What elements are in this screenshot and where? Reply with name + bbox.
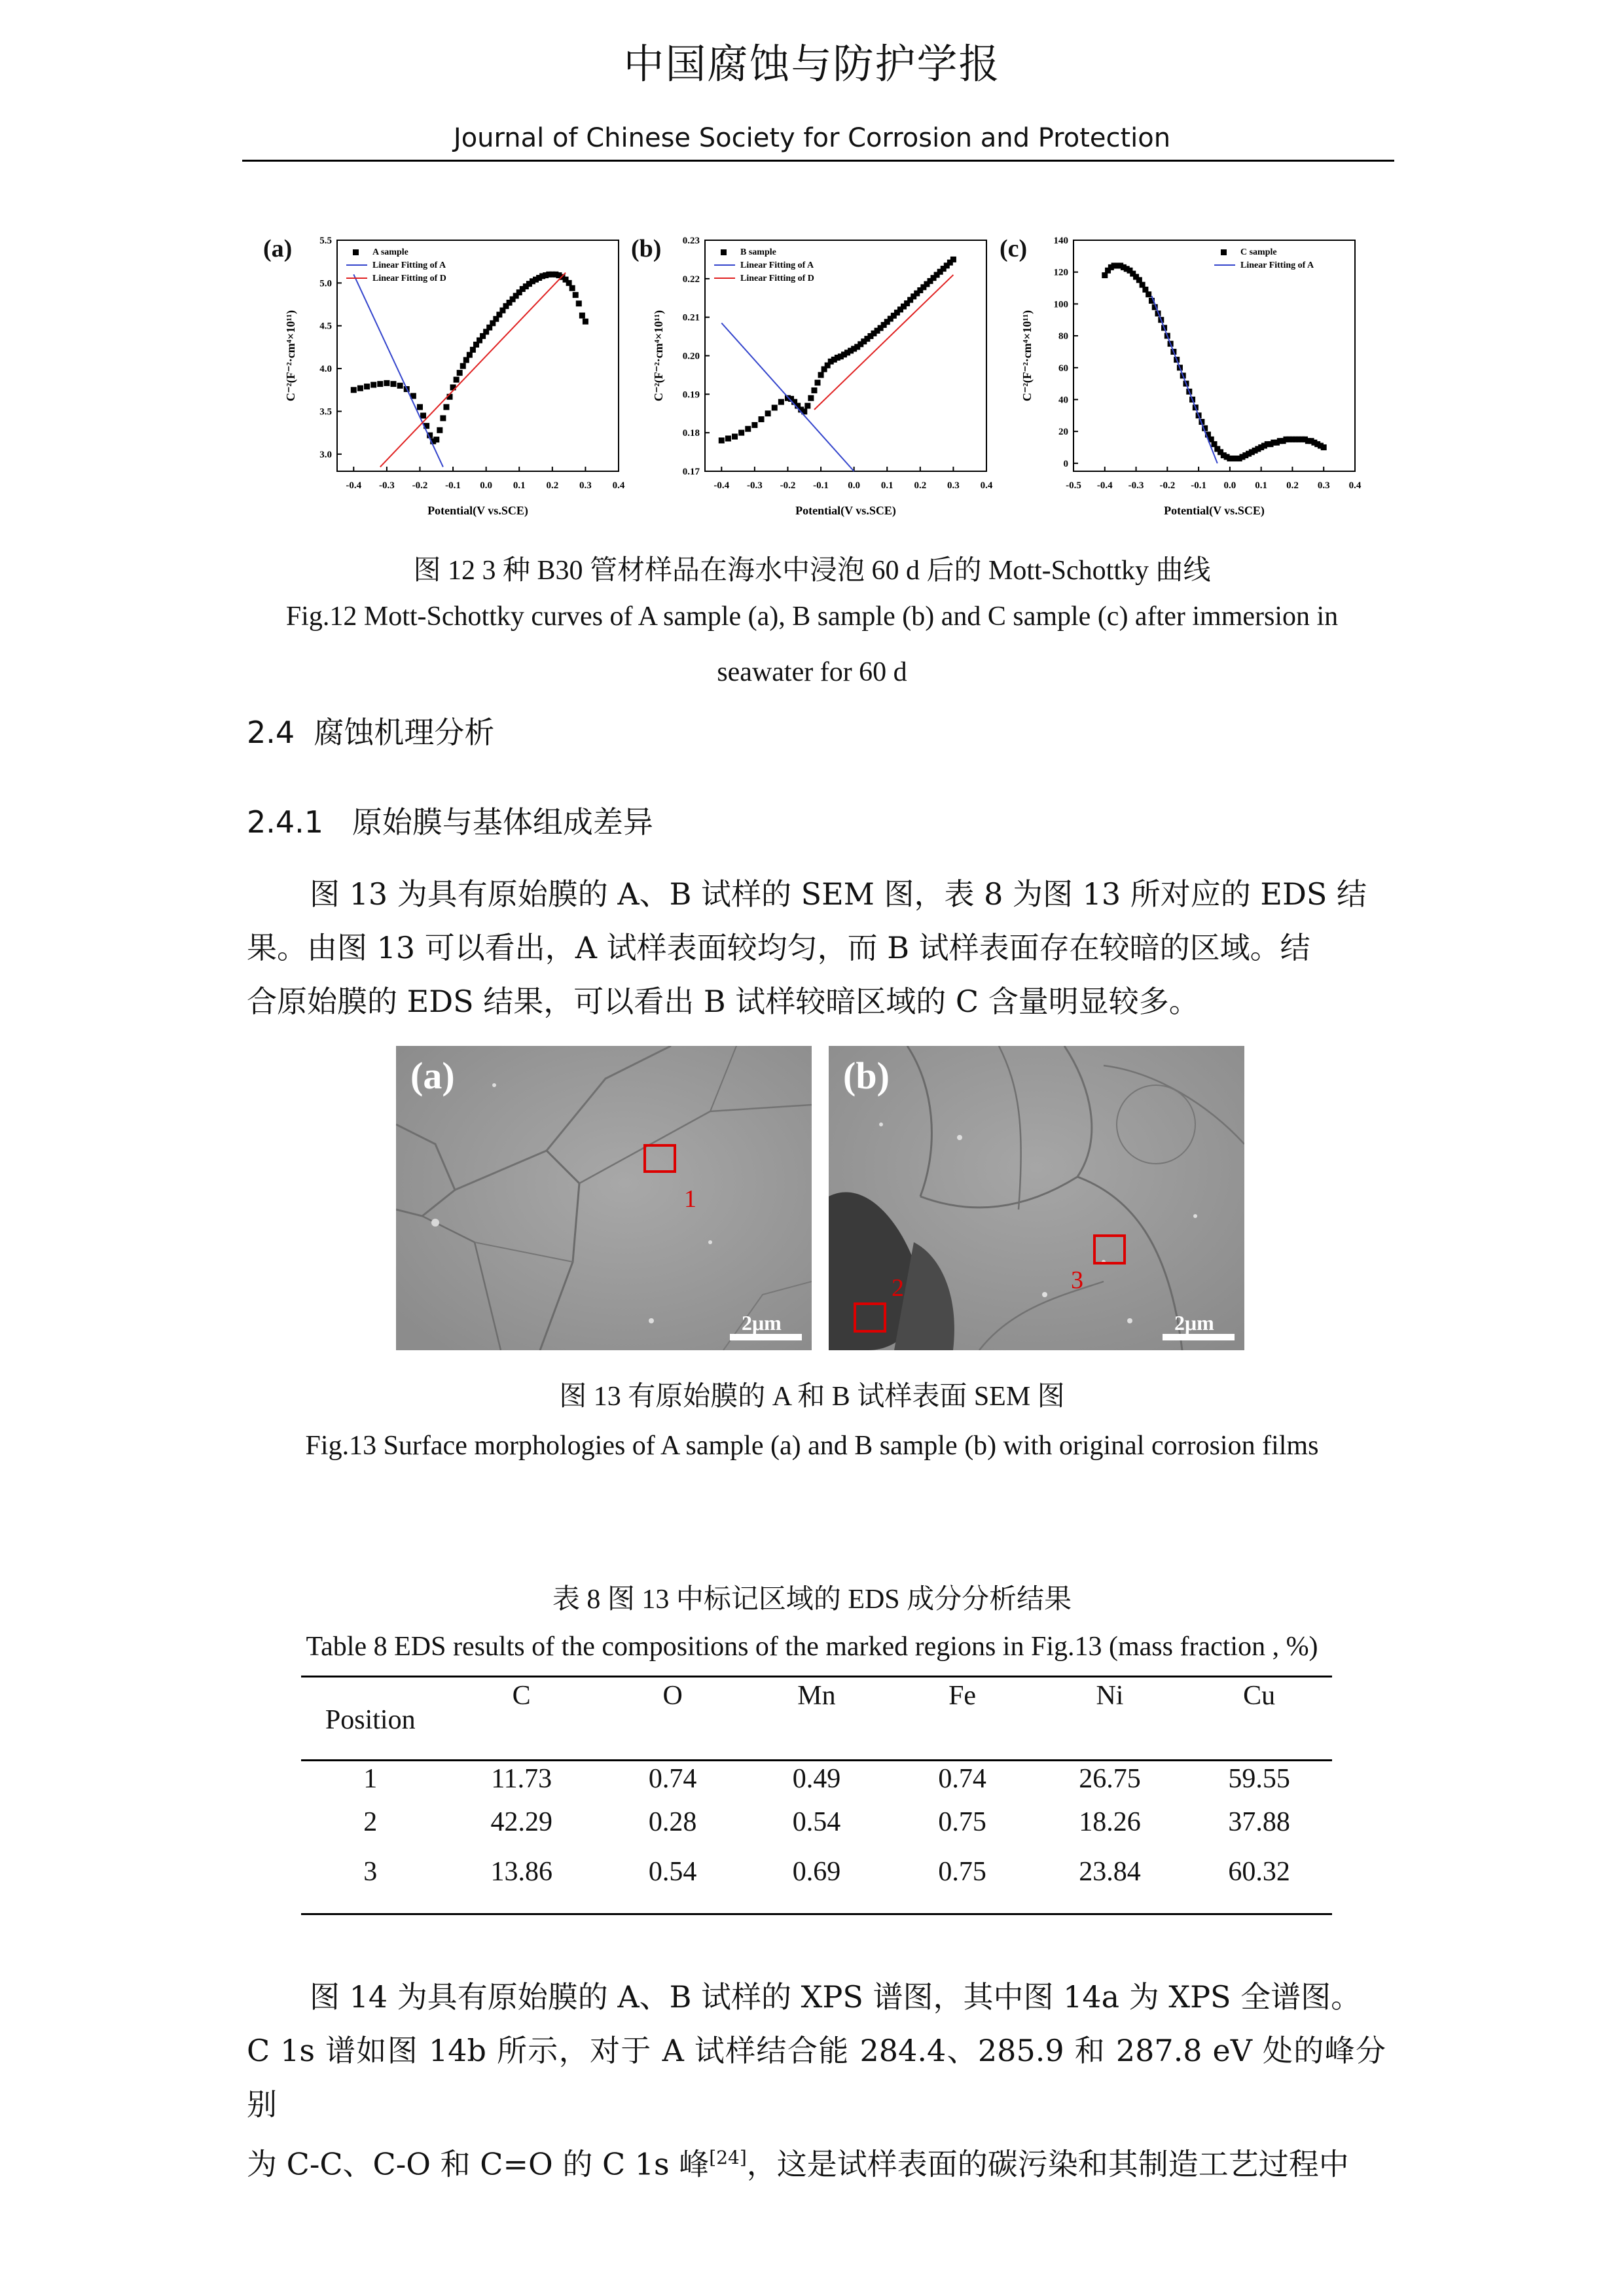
data-point [457,370,463,376]
fig12-panel-c-label: (c) [1000,235,1028,262]
legend-label: Linear Fitting of A [372,260,446,270]
data-point [467,352,473,358]
x-tick-label: 0.3 [1317,480,1330,491]
data-point [454,377,460,383]
y-tick-label: 0.18 [682,428,700,439]
data-point [566,280,572,286]
table-cell: 0.69 [792,1857,841,1887]
x-tick-label: -0.2 [780,480,796,491]
section-2-4-title: 腐蚀机理分析 [314,715,495,750]
data-point [804,403,810,408]
table-cell: 0.54 [648,1857,697,1887]
x-tick-label: -0.1 [1191,480,1206,491]
scale-bar-a-label: 2μm [742,1311,782,1335]
y-tick-label: 3.5 [319,406,332,418]
table-cell: 3 [363,1857,378,1887]
y-tick-label: 5.0 [319,278,332,289]
y-tick-label: 20 [1058,427,1068,438]
data-point [420,413,426,419]
scale-bar-b-label: 2μm [1174,1311,1214,1335]
col-header-ni: Ni [1096,1681,1124,1711]
data-point [1146,291,1151,297]
x-axis-label: Potential(V vs.SCE) [795,504,896,517]
data-point [745,426,751,432]
journal-title-cn: 中国腐蚀与防护学报 [623,40,1001,88]
y-tick-label: 0.23 [682,236,700,246]
data-point [463,357,469,363]
table-cell: 23.84 [1079,1857,1141,1887]
data-point [719,437,725,443]
header-rule [242,160,1394,162]
data-point [950,257,956,262]
table-cell: 37.88 [1228,1807,1290,1837]
x-tick-label: -0.1 [813,480,829,491]
data-point [732,434,738,440]
region-marker-3 [1093,1234,1126,1265]
col-header-cu: Cu [1243,1681,1276,1711]
table-cell: 13.86 [490,1857,552,1887]
data-point [437,427,442,433]
x-tick-label: 0.4 [1348,480,1362,491]
table8-caption-cn: 表 8 图 13 中标记区域的 EDS 成分分析结果 [552,1585,1072,1615]
y-axis-label: C⁻²(F⁻²·cm⁴×10¹¹) [1020,310,1034,402]
y-tick-label: 40 [1058,395,1068,406]
data-point [384,380,389,386]
table-cell: 18.26 [1079,1807,1141,1837]
x-tick-label: -0.5 [1066,480,1081,491]
x-tick-label: 0.0 [480,480,493,491]
y-tick-label: 4.5 [319,321,332,332]
data-point [772,404,778,410]
region-marker-3-label: 3 [1071,1266,1083,1294]
x-tick-label: 0.4 [612,480,625,491]
legend-label: C sample [1240,247,1277,257]
table-row [301,1797,1332,1847]
col-header-c: C [512,1681,531,1711]
table-cell: 0.54 [792,1807,841,1837]
legend-label: Linear Fitting of D [740,274,814,283]
fit-line-1 [721,323,854,471]
paragraph-2-line-3 [247,2131,1386,2191]
table-cell: 0.74 [648,1764,697,1794]
x-tick-label: -0.2 [1159,480,1176,491]
fig13-caption-en: Fig.13 Surface morphologies of A sample (a) and B sample (b) with original corrosion films [305,1431,1319,1461]
plot-frame [1074,240,1355,471]
region-marker-1 [643,1144,676,1173]
region-marker-2 [854,1302,886,1333]
x-tick-label: -0.1 [445,480,461,491]
legend-label: Linear Fitting of A [1240,260,1314,270]
data-point [765,410,771,416]
sem-image-b [829,1046,1244,1350]
y-tick-label: 0.17 [682,467,700,477]
paragraph-2-line-3a: 为 C-C、C-O 和 C=O 的 C 1s 峰 [247,2146,710,2182]
x-tick-label: 0.1 [880,480,893,491]
x-tick-label: 0.1 [513,480,526,491]
x-tick-label: -0.2 [412,480,428,491]
section-2-4-1-number: 2.4.1 [247,804,324,840]
table-cell: 2 [363,1807,378,1837]
sem-texture-b [829,1046,1244,1350]
table-cell: 0.28 [648,1807,697,1837]
y-tick-label: 80 [1058,331,1068,342]
sem-a-panel-label: (a) [410,1054,455,1097]
x-tick-label: 0.4 [980,480,993,491]
y-tick-label: 0.20 [682,351,700,362]
data-point [351,387,357,393]
y-tick-label: 0.22 [682,274,700,285]
paragraph-1-line-2: 果。由图 13 可以看出，A 试样表面较均匀，而 B 试样表面存在较暗的区域。结 [247,930,1310,965]
table-header-row [301,1666,1332,1748]
y-axis-label: C⁻²(F⁻²·cm⁴×10¹¹) [284,310,297,402]
section-2-4-1-heading [247,798,653,842]
data-point [576,300,582,306]
paragraph-2-line-1: 图 14 为具有原始膜的 A、B 试样的 XPS 谱图，其中图 14a 为 XPS 全谱图。 [310,1979,1362,2015]
x-tick-label: -0.3 [747,480,763,491]
x-tick-label: 0.2 [914,480,927,491]
x-tick-label: 0.3 [579,480,592,491]
x-tick-label: 0.2 [1286,480,1299,491]
paragraph-1-line-3: 合原始膜的 EDS 结果，可以看出 B 试样较暗区域的 C 含量明显较多。 [247,984,1199,1019]
table8-bottom-rule [301,1913,1332,1915]
col-header-position: Position [325,1704,416,1735]
data-point [815,380,821,386]
data-point [397,383,403,389]
region-marker-1-label: 1 [684,1185,696,1213]
legend-label: Linear Fitting of A [740,260,814,270]
eds-results-table [301,1666,1332,1897]
mott-schottky-chart-b [643,232,1000,524]
section-2-4-number: 2.4 [247,715,295,750]
col-header-fe: Fe [948,1681,977,1711]
legend-label: A sample [372,247,408,257]
section-2-4-1-title: 原始膜与基体组成差异 [352,804,653,840]
fig12-caption-en-line1: Fig.12 Mott-Schottky curves of A sample (a), B sample (b) and C sample (c) after immersion in [285,601,1339,632]
data-point [725,435,731,441]
x-tick-label: 0.3 [947,480,960,491]
x-tick-label: -0.3 [1128,480,1144,491]
region-marker-2-label: 2 [892,1274,904,1302]
data-point [357,386,363,391]
table-cell: 0.75 [938,1857,986,1887]
data-point [440,415,446,421]
data-point [391,381,397,387]
paragraph-1 [247,867,1386,1028]
fig13-caption-cn: 图 13 有原始膜的 A 和 B 试样表面 SEM 图 [559,1382,1065,1412]
data-point [778,399,784,405]
data-point [1321,444,1327,450]
data-point [808,395,814,401]
x-tick-label: 0.0 [1223,480,1236,491]
data-point [377,381,383,387]
data-point [818,372,824,378]
fig12-caption-cn: 图 12 3 种 B30 管材样品在海水中浸泡 60 d 后的 Mott-Schottky 曲线 [413,556,1211,586]
mott-schottky-chart-a [275,232,632,524]
paragraph-2-line-2: C 1s 谱如图 14b 所示，对于 A 试样结合能 284.4、285.9 和 287.8 eV 处的峰分别 [247,2033,1386,2122]
y-tick-label: 0 [1063,458,1068,469]
data-point [811,387,817,393]
col-header-mn: Mn [797,1681,836,1711]
sem-texture-a [396,1046,812,1350]
data-point [583,319,588,325]
legend-marker [721,249,727,255]
table-cell: 1 [363,1764,378,1794]
table-row [301,1748,1332,1797]
table-cell: 0.74 [938,1764,986,1794]
x-tick-label: -0.4 [1096,480,1113,491]
data-point [470,347,476,353]
fig12-caption-en-line2: seawater for 60 d [717,657,907,687]
table-cell: 42.29 [490,1807,552,1837]
legend-marker [353,249,359,255]
fig12-panel-a-label: (a) [263,235,293,262]
table-cell: 59.55 [1228,1764,1290,1794]
paragraph-2-line-3b: ，这是试样表面的碳污染和其制造工艺过程中 [746,2146,1349,2182]
fit-line-1 [1151,296,1217,463]
data-point [450,384,456,390]
data-point [417,404,423,410]
data-point [579,313,585,319]
sem-b-panel-label: (b) [843,1054,890,1097]
data-point [569,285,575,291]
table8-caption-en: Table 8 EDS results of the compositions of the marked regions in Fig.13 (mass fraction , %) [306,1632,1318,1662]
data-point [751,422,757,428]
fig12-panel-b-label: (b) [631,235,662,262]
legend-label: B sample [740,247,776,257]
x-tick-label: 0.0 [848,480,861,491]
x-tick-label: -0.4 [713,480,730,491]
y-tick-label: 120 [1053,267,1068,278]
y-tick-label: 0.19 [682,389,700,401]
data-point [738,430,744,436]
section-2-4-heading [247,709,494,752]
fit-line-2 [380,273,566,467]
y-tick-label: 4.0 [319,364,332,375]
y-tick-label: 5.5 [319,236,332,246]
data-point [460,363,466,369]
data-point [433,437,439,442]
table-cell: 60.32 [1228,1857,1290,1887]
y-tick-label: 0.21 [682,312,700,323]
table-row [301,1847,1332,1897]
fit-line-1 [353,274,443,467]
x-axis-label: Potential(V vs.SCE) [427,504,528,517]
data-point [759,416,765,422]
data-point [443,404,449,410]
y-tick-label: 60 [1058,363,1068,374]
data-point [370,382,376,387]
x-tick-label: -0.4 [346,480,362,491]
table-cell: 26.75 [1079,1764,1141,1794]
table-cell: 11.73 [491,1764,552,1794]
table-cell: 0.75 [938,1807,986,1837]
citation-24[interactable]: [24] [709,2147,747,2168]
x-tick-label: 0.2 [546,480,559,491]
fit-line-2 [814,275,953,410]
paragraph-1-line-1: 图 13 为具有原始膜的 A、B 试样的 SEM 图，表 8 为图 13 所对应的 EDS 结 [310,876,1367,912]
data-point [573,292,579,298]
legend-label: Linear Fitting of D [372,274,446,283]
x-tick-label: -0.3 [379,480,395,491]
paragraph-2 [247,1970,1386,2191]
y-tick-label: 100 [1053,299,1068,310]
y-tick-label: 140 [1053,236,1068,246]
journal-title-en: Journal of Chinese Society for Corrosion and Protection [453,123,1171,153]
data-point [364,384,370,389]
x-axis-label: Potential(V vs.SCE) [1164,504,1265,517]
y-axis-label: C⁻²(F⁻²·cm⁴×10¹¹) [652,310,665,402]
mott-schottky-chart-c [1011,232,1368,524]
col-header-o: O [662,1681,683,1711]
y-tick-label: 3.0 [319,449,332,460]
sem-image-a [396,1046,812,1350]
legend-marker [1221,249,1227,255]
table-cell: 0.49 [792,1764,841,1794]
x-tick-label: 0.1 [1255,480,1268,491]
